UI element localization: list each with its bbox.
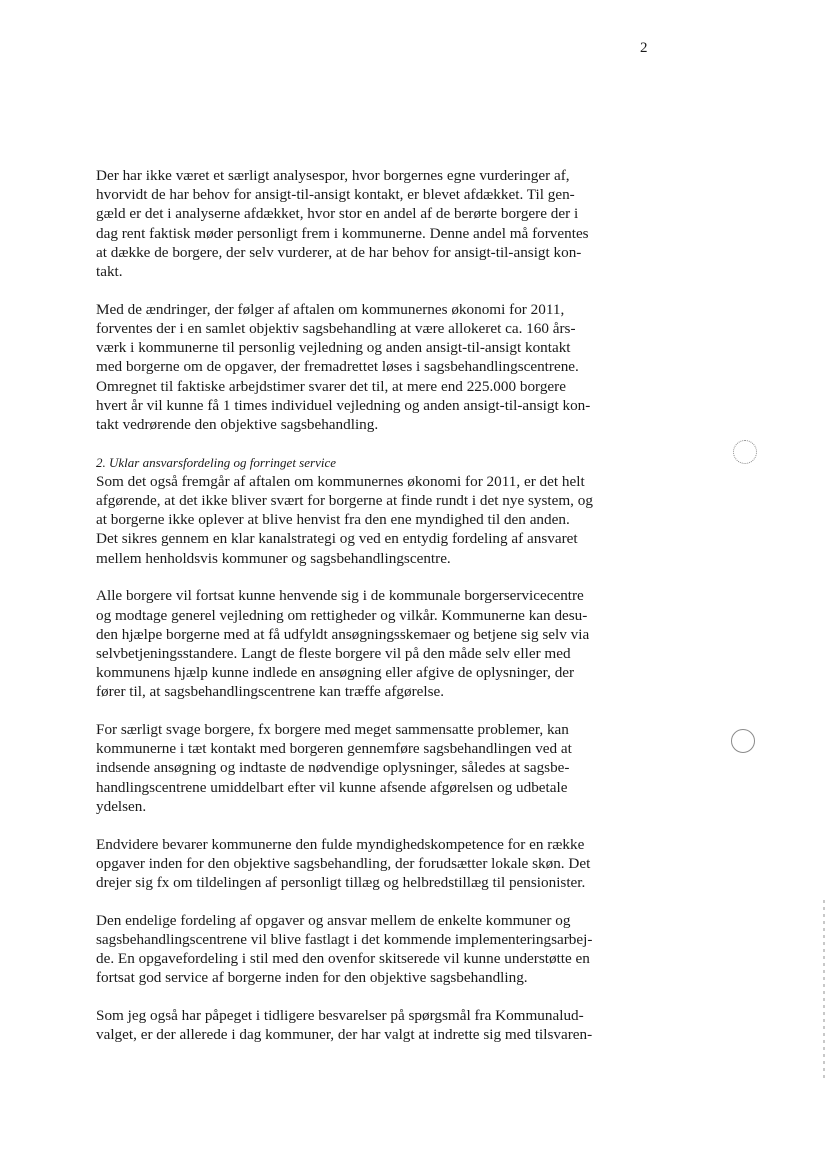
text-line: forventes der i en samlet objektiv sagsbehandling at være allokeret ca. 160 års-	[96, 319, 576, 337]
text-line: Omregnet til faktiske arbejdstimer svarer det til, at mere end 225.000 borgere	[96, 377, 566, 395]
paragraph-2	[96, 300, 626, 434]
text-line: Den endelige fordeling af opgaver og ansvar mellem de enkelte kommuner og	[96, 911, 571, 929]
page-number: 2	[640, 40, 648, 56]
document-body	[96, 166, 626, 1063]
text-line: dag rent faktisk møder personligt frem i kommunerne. Denne andel må forventes	[96, 224, 589, 242]
paragraph-1	[96, 166, 626, 281]
text-line: opgaver inden for den objektive sagsbehandling, der forudsætter lokale skøn. Det	[96, 854, 591, 872]
text-line: Som det også fremgår af aftalen om kommunernes økonomi for 2011, er det helt	[96, 472, 585, 490]
punch-hole-mark	[731, 729, 755, 753]
text-line: indsende ansøgning og indtaste de nødvendige oplysninger, således at sagsbe-	[96, 759, 570, 777]
text-line: fører til, at sagsbehandlingscentrene kan træffe afgørelse.	[96, 683, 445, 701]
text-line: med borgerne om de opgaver, der fremadrettet løses i sagsbehandlingscentrene.	[96, 358, 579, 376]
text-line: sagsbehandlingscentrene vil blive fastlagt i det kommende implementeringsarbej-	[96, 930, 593, 948]
text-line: drejer sig fx om tildelingen af personligt tillæg og helbredstillæg til pensionister.	[96, 874, 586, 891]
text-line: mellem henholdsvis kommuner og sagsbehandlingscentre.	[96, 549, 451, 567]
text-line: at borgerne ikke oplever at blive henvist fra den ene myndighed til den anden.	[96, 511, 570, 529]
text-line: afgørende, at det ikke bliver svært for borgerne at finde rundt i det nye system, og	[96, 492, 593, 510]
text-line: handlingscentrene umiddelbart efter vil kunne afsende afgørelsen og udbetale	[96, 778, 568, 796]
text-line: Der har ikke været et særligt analysespor, hvor borgernes egne vurderinger af,	[96, 167, 570, 184]
text-line: Det sikres gennem en klar kanalstrategi og ved en entydig fordeling af ansvaret	[96, 530, 578, 548]
text-line: For særligt svage borgere, fx borgere med meget sammensatte problemer, kan	[96, 721, 569, 739]
text-line: at dække de borgere, der selv vurderer, at de har behov for ansigt-til-ansigt kon-	[96, 243, 582, 261]
text-line: selvbetjeningsstandere. Langt de fleste borgere vil på den måde selv eller med	[96, 644, 571, 662]
text-line: værk i kommunerne til personlig vejledning og anden ansigt-til-ansigt kontakt	[96, 339, 571, 357]
paragraph-3	[96, 453, 626, 568]
text-line: den hjælpe borgerne med at få udfyldt ansøgningsskemaer og betjene sig selv via	[96, 625, 590, 643]
text-line: takt vedrørende den objektive sagsbehandling.	[96, 415, 379, 433]
text-line: Med de ændringer, der følger af aftalen om kommunernes økonomi for 2011,	[96, 300, 565, 318]
text-line: kommunens hjælp kunne indlede en ansøgning eller afgive de oplysninger, der	[96, 664, 575, 682]
text-line: hvert år vil kunne få 1 times individuel vejledning og anden ansigt-til-ansigt kon-	[96, 396, 591, 414]
paragraph-5	[96, 720, 626, 816]
punch-hole-mark	[733, 440, 757, 464]
text-line: valget, er der allerede i dag kommuner, der har valgt at indrette sig med tilsvaren-	[96, 1026, 593, 1044]
paragraph-8	[96, 1006, 626, 1044]
section-heading: 2. Uklar ansvarsfordeling og forringet service	[96, 454, 336, 470]
text-line: hvorvidt de har behov for ansigt-til-ansigt kontakt, er blevet afdækket. Til gen-	[96, 186, 575, 204]
paragraph-4	[96, 586, 626, 701]
text-line: og modtage generel vejledning om rettigheder og vilkår. Kommunerne kan desu-	[96, 606, 588, 624]
text-line: Som jeg også har påpeget i tidligere besvarelser på spørgsmål fra Kommunalud-	[96, 1007, 584, 1025]
text-line: kommunerne i tæt kontakt med borgeren gennemføre sagsbehandlingen ved at	[96, 740, 572, 758]
text-line: gæld er det i analyserne afdækket, hvor stor en andel af de berørte borgere der i	[96, 205, 579, 223]
text-line: takt.	[96, 263, 123, 281]
text-line: de. En opgavefordeling i stil med den ovenfor skitserede vil kunne understøtte en	[96, 950, 590, 968]
text-line: Endvidere bevarer kommunerne den fulde myndighedskompetence for en række	[96, 835, 585, 853]
text-line: ydelsen.	[96, 797, 147, 815]
paragraph-6	[96, 835, 626, 893]
text-line: Alle borgere vil fortsat kunne henvende sig i de kommunale borgerservicecentre	[96, 587, 584, 605]
paragraph-7	[96, 911, 626, 988]
text-line: fortsat god service af borgerne inden for den objektive sagsbehandling.	[96, 969, 528, 987]
